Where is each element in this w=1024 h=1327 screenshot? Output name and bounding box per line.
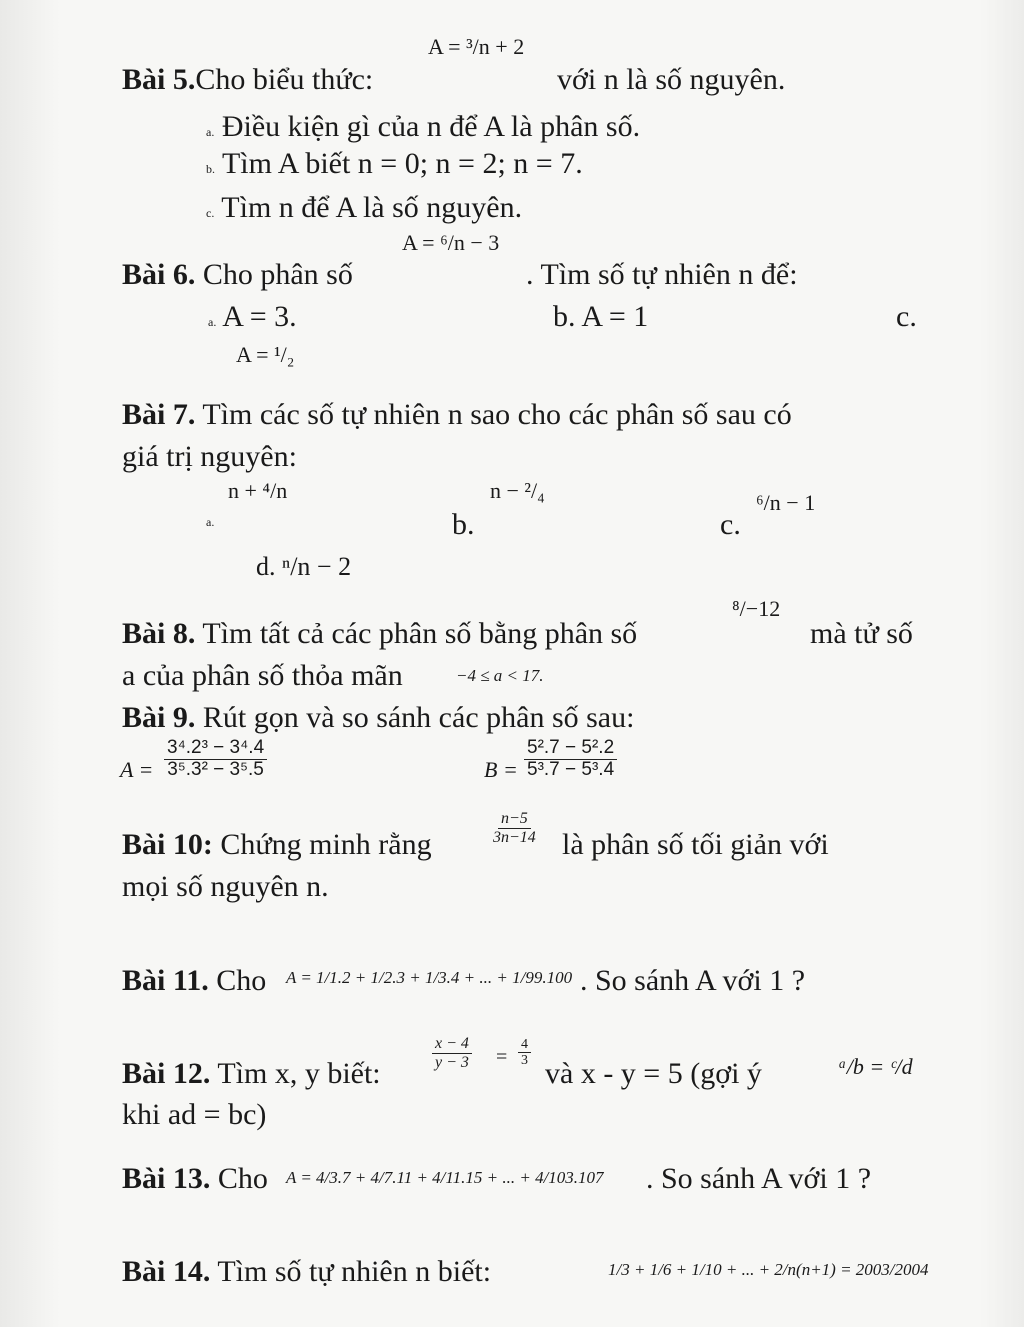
problem-9-title: Bài 9. <box>122 701 196 734</box>
problem-5b-mark: b. <box>206 162 215 176</box>
problem-5b <box>206 147 583 186</box>
problem-11-intro: Cho <box>216 964 267 997</box>
problem-10-text-2: mọi số nguyên n. <box>122 870 329 903</box>
problem-13-title: Bài 13. <box>122 1162 211 1195</box>
problem-7-text-1: Tìm các số tự nhiên n sao cho các phân số sau có <box>202 398 792 431</box>
problem-9-a-fraction <box>164 738 267 781</box>
problem-5-line <box>122 63 373 97</box>
problem-14-title: Bài 14. <box>122 1255 211 1288</box>
problem-14-intro: Tìm số tự nhiên n biết: <box>217 1255 492 1288</box>
problem-5c-text: Tìm n để A là số nguyên. <box>221 191 523 224</box>
problem-11-title: Bài 11. <box>122 964 209 997</box>
problem-6c-expression: A = ¹/₂ <box>236 342 295 367</box>
problem-6b: b. A = 1 <box>553 300 649 333</box>
problem-9-a-label: A = <box>120 757 154 782</box>
problem-6-line <box>122 258 353 292</box>
problem-5-expression: A = ³/n + 2 <box>428 34 525 59</box>
problem-12-ratio-denominator: 3 <box>521 1053 528 1069</box>
problem-7-line-1 <box>122 398 792 432</box>
problem-9-line <box>122 701 634 735</box>
problem-12-intro: Tìm x, y biết: <box>217 1057 381 1090</box>
problem-5a <box>206 110 640 149</box>
problem-12-numerator: x − 4 <box>432 1035 472 1054</box>
problem-6a <box>208 300 297 339</box>
problem-12-ratio <box>518 1037 531 1069</box>
problem-12-condition: và x - y = 5 (gợi ý <box>545 1057 762 1090</box>
problem-7a-expression: n + ⁴/n <box>228 478 288 503</box>
problem-5a-text: Điều kiện gì của n để A là phân số. <box>221 110 641 143</box>
problem-11-expression: A = 1/1.2 + 1/2.3 + 1/3.4 + ... + 1/99.100 <box>286 968 573 987</box>
problem-6-title: Bài 6. <box>122 258 196 291</box>
problem-11-line <box>122 964 266 998</box>
problem-7c-mark: c. <box>720 508 741 541</box>
problem-13-line <box>122 1162 268 1196</box>
problem-10-text-1: Chứng minh rằng <box>220 828 432 861</box>
problem-5-title: Bài 5. <box>122 63 196 96</box>
problem-10-denominator: 3n−14 <box>493 828 536 846</box>
problem-10-numerator: n−5 <box>498 810 531 829</box>
problem-8-fraction: ⁸/−12 <box>732 596 781 621</box>
problem-14-expression: 1/3 + 1/6 + 1/10 + ... + 2/n(n+1) = 2003/2004 <box>608 1260 929 1279</box>
problem-8-title: Bài 8. <box>122 617 196 650</box>
problem-9-b-fraction <box>524 738 617 781</box>
problem-7-title: Bài 7. <box>122 398 196 431</box>
problem-12-text-2: khi ad = bc) <box>122 1098 267 1131</box>
problem-8-text-2: a của phân số thỏa mãn <box>122 659 403 692</box>
problem-5-after: với n là số nguyên. <box>557 63 786 96</box>
problem-13-after: . So sánh A với 1 ? <box>646 1162 872 1195</box>
problem-5-intro: Cho biểu thức: <box>195 63 374 96</box>
problem-10-after: là phân số tối giản với <box>562 828 829 861</box>
problem-12-ratio-numerator: 4 <box>518 1037 531 1053</box>
problem-12-hint: ᵃ/b = ᶜ/d <box>838 1054 913 1079</box>
problem-13-expression: A = 4/3.7 + 4/7.11 + 4/11.15 + ... + 4/103.107 <box>286 1168 604 1187</box>
problem-5c-mark: c. <box>206 206 215 220</box>
problem-10-title: Bài 10: <box>122 828 213 861</box>
problem-8-condition: −4 ≤ a < 17. <box>456 666 544 685</box>
problem-9-b-denominator: 5³.7 − 5³.4 <box>527 758 615 780</box>
problem-8-text-1: Tìm tất cả các phân số bằng phân số <box>202 617 638 650</box>
problem-12-denominator: y − 3 <box>435 1053 469 1071</box>
problem-9-b-label: B = <box>484 757 518 782</box>
problem-6-after: . Tìm số tự nhiên n để: <box>526 258 798 291</box>
problem-12-line-1 <box>122 1057 381 1091</box>
problem-9-text: Rút gọn và so sánh các phân số sau: <box>202 701 635 734</box>
problem-9-b-numerator: 5².7 − 5².2 <box>524 738 617 760</box>
problem-7a-mark: a. <box>206 515 215 529</box>
problem-6a-text: A = 3. <box>222 300 297 333</box>
problem-7b-mark: b. <box>452 508 475 541</box>
problem-10-fraction <box>490 810 539 846</box>
problem-12-equals: = <box>496 1046 508 1068</box>
problem-9-a-numerator: 3⁴.2³ − 3⁴.4 <box>164 738 267 760</box>
problem-10-line-1 <box>122 828 432 862</box>
problem-9-a-denominator: 3⁵.3² − 3⁵.5 <box>167 758 264 780</box>
problem-6-expression: A = ⁶/n − 3 <box>402 230 500 255</box>
problem-6a-mark: a. <box>208 315 217 329</box>
problem-5c <box>206 191 522 230</box>
problem-7b-expression: n − ²/₄ <box>490 478 545 503</box>
problem-7d: d. ⁿ/n − 2 <box>256 552 352 581</box>
problem-5b-text: Tìm A biết n = 0; n = 2; n = 7. <box>221 147 583 180</box>
problem-13-intro: Cho <box>217 1162 268 1195</box>
problem-6-intro: Cho phân số <box>202 258 353 291</box>
problem-7-text-2: giá trị nguyên: <box>122 440 297 473</box>
problem-8-line-1 <box>122 617 637 651</box>
problem-5a-mark: a. <box>206 125 215 139</box>
problem-11-after: . So sánh A với 1 ? <box>580 964 806 997</box>
problem-12-fraction <box>432 1035 472 1071</box>
problem-7c-expression: ⁶/n − 1 <box>756 490 816 515</box>
problem-8-after: mà tử số <box>810 617 913 650</box>
problem-14-line <box>122 1255 491 1289</box>
problem-6c-mark: c. <box>896 300 917 333</box>
problem-12-title: Bài 12. <box>122 1057 211 1090</box>
